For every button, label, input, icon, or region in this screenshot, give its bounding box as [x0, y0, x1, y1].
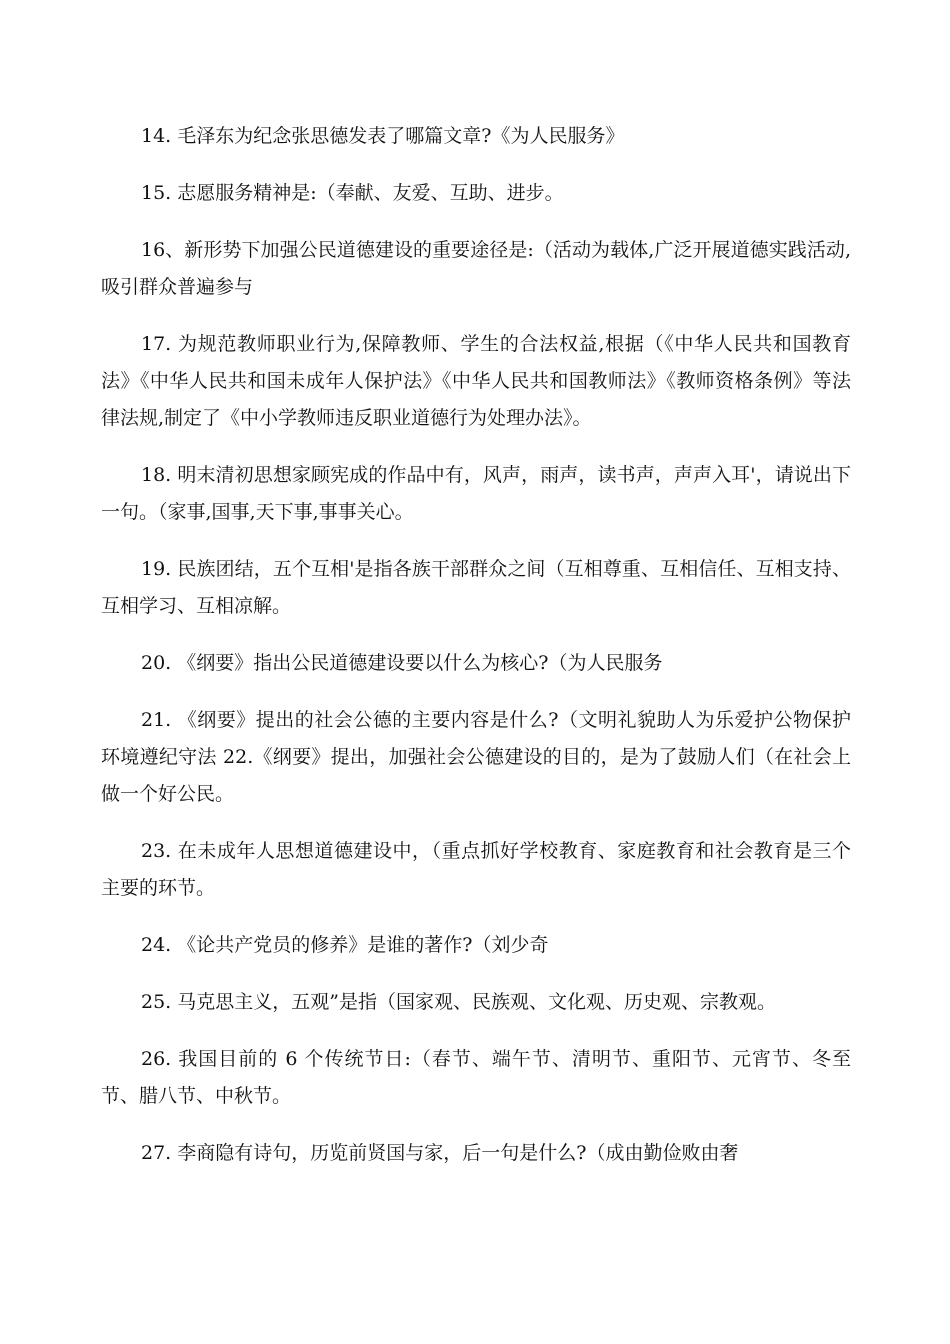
question-26: 26. 我国目前的 6 个传统节日:（春节、端午节、清明节、重阳节、元宵节、冬至节、腊八节、中秋节。 [101, 1048, 851, 1107]
question-25: 25. 马克思主义，五观”是指（国家观、民族观、文化观、历史观、宗教观。 [141, 991, 776, 1013]
question-19: 19. 民族团结，五个互相'是指各族干部群众之间（互相尊重、互相信任、互相支持、互相学习、互相凉解。 [101, 558, 851, 617]
question-18: 18. 明末清初思想家顾宪成的作品中有，风声，雨声，读书声，声声入耳'，请说出下一句。（家事,国事,天下事,事事关心。 [101, 464, 851, 523]
question-24: 24. 《论共产党员的修养》是谁的著作?（刘少奇 [141, 934, 549, 956]
document-body [101, 118, 851, 1192]
question-17: 17. 为规范教师职业行为,保障教师、学生的合法权益,根据（《中华人民共和国教育法》《中华人民共和国未成年人保护法》《中华人民共和国教师法》《教师资格条例》等法律法规,制定了《中小学教师违反职业道德行为处理办法》。 [101, 333, 851, 429]
question-14: 14. 毛泽东为纪念张思德发表了哪篇文章?《为人民服务》 [141, 125, 625, 147]
question-23: 23. 在未成年人思想道德建设中，（重点抓好学校教育、家庭教育和社会教育是三个主要的环节。 [101, 840, 851, 899]
question-20: 20. 《纲要》指出公民道德建设要以什么为核心?（为人民服务 [141, 652, 663, 674]
question-16: 16、新形势下加强公民道德建设的重要途径是:（活动为载体,广泛开展道德实践活动,吸引群众普遍参与 [101, 239, 851, 298]
question-15: 15. 志愿服务精神是:（奉献、友爱、互助、进步。 [141, 182, 564, 204]
question-27: 27. 李商隐有诗句，历览前贤国与家，后一句是什么?（成由勤俭败由奢 [141, 1142, 739, 1164]
question-21-22: 21. 《纲要》提出的社会公德的主要内容是什么?（文明礼貌助人为乐爱护公物保护环境遵纪守法 22.《纲要》提出，加强社会公德建设的目的，是为了鼓励人们（在社会上做一个好公民。 [101, 709, 851, 805]
